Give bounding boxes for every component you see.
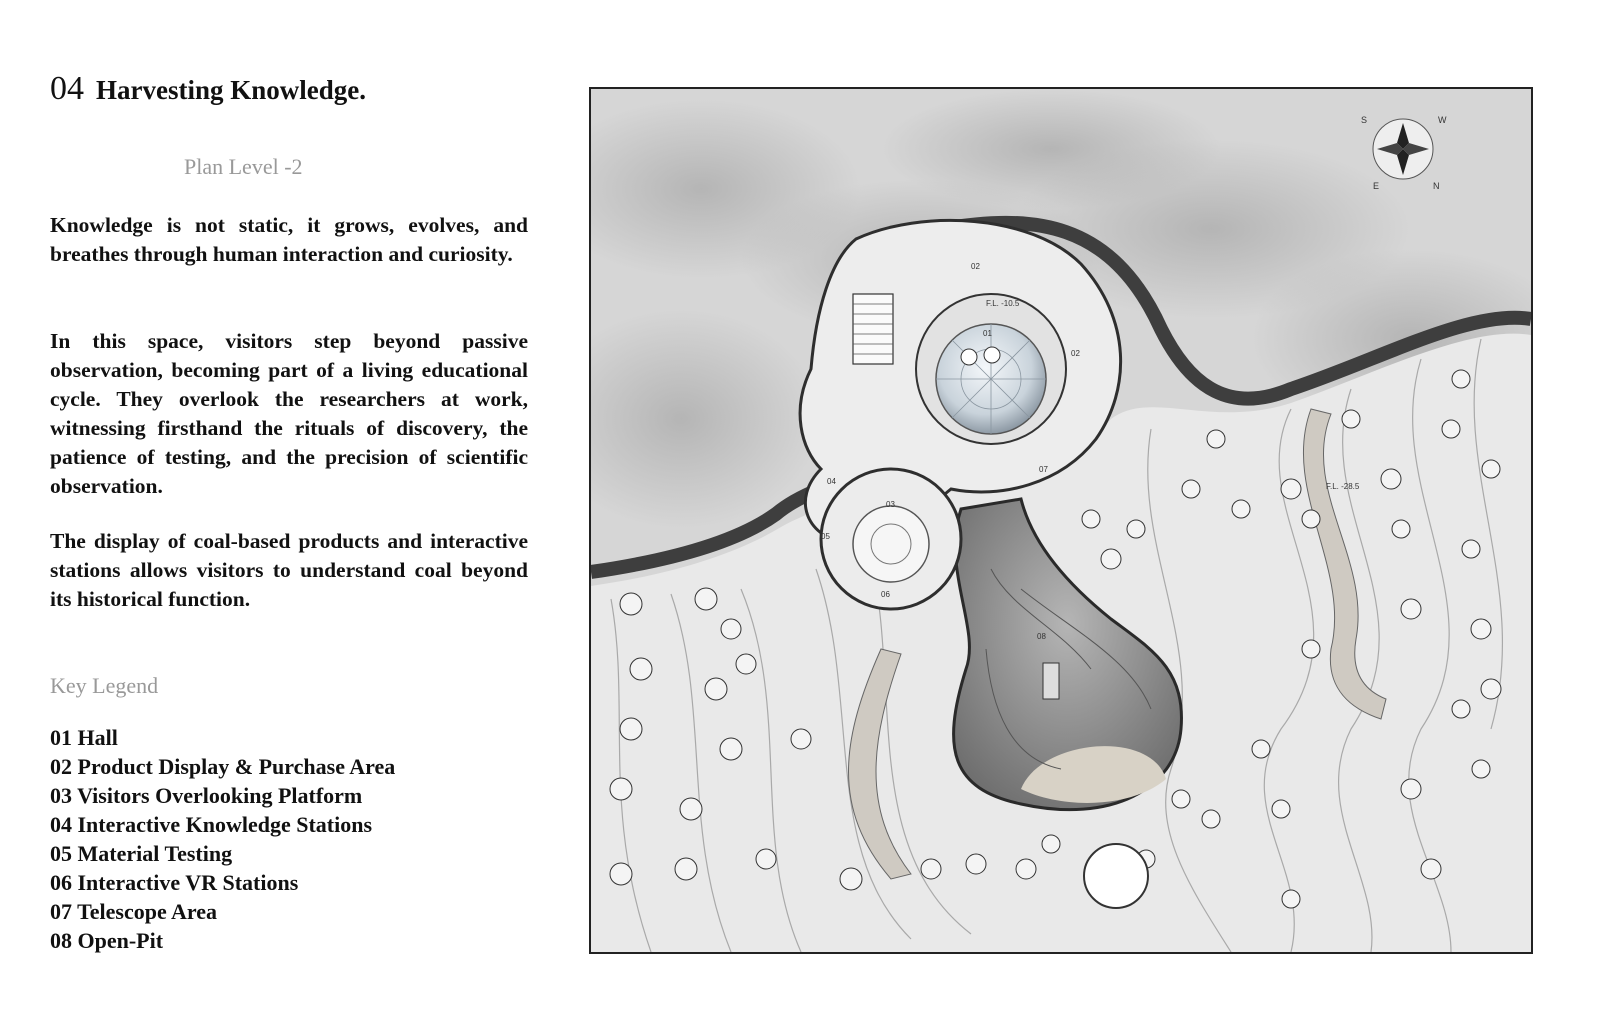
stair-block (853, 294, 893, 364)
tag-03: 03 (886, 500, 895, 509)
platform-inner (853, 506, 929, 582)
key-legend (50, 723, 395, 955)
compass-e: E (1373, 181, 1380, 191)
page-heading (50, 70, 366, 108)
legend-item: 01 Hall (50, 725, 118, 750)
display-paragraph: The display of coal-based products and interactive stations allows visitors to understand coal beyond its historical function. (50, 529, 528, 611)
tag-08: 08 (1037, 632, 1046, 641)
dome-grid (936, 324, 1046, 434)
level-mark-upper: F.L. -10.5 (986, 299, 1020, 308)
telescope-right (984, 347, 1000, 363)
site-plan-drawing (591, 89, 1531, 952)
legend-item: 06 Interactive VR Stations (50, 870, 299, 895)
site-plan (589, 87, 1533, 954)
intro-paragraph: Knowledge is not static, it grows, evolves, and breathes through human interaction and curiosity. (50, 213, 528, 266)
legend-item: 05 Material Testing (50, 841, 233, 866)
tag-07: 07 (1039, 465, 1048, 474)
telescope-left (961, 349, 977, 365)
plan-level-label: Plan Level -2 (184, 154, 303, 179)
tag-06: 06 (881, 590, 890, 599)
entry-pavilion (1084, 844, 1148, 908)
legend-item: 08 Open-Pit (50, 928, 164, 953)
compass-s: S (1361, 115, 1368, 125)
section-number: 04 (50, 70, 84, 107)
tag-01: 01 (983, 329, 992, 338)
visitor-paragraph: In this space, visitors step beyond passive observation, becoming part of a living educational cycle. They overlook the researchers at work, witnessing firsthand the rituals of discovery, the patience of testing, and the precision of scientific observation. (50, 329, 528, 498)
compass-n: N (1433, 181, 1440, 191)
compass-w: W (1438, 115, 1447, 125)
legend-item: 04 Interactive Knowledge Stations (50, 812, 373, 837)
tag-02: 02 (971, 262, 980, 271)
pit-equipment (1043, 663, 1059, 699)
tag-04: 04 (827, 477, 836, 486)
legend-item: 03 Visitors Overlooking Platform (50, 783, 363, 808)
tag-05: 05 (821, 532, 830, 541)
section-title: Harvesting Knowledge. (96, 75, 366, 105)
legend-item: 07 Telescope Area (50, 899, 218, 924)
tag-02: 02 (1071, 349, 1080, 358)
legend-item: 02 Product Display & Purchase Area (50, 754, 396, 779)
level-mark-side: F.L. -28.5 (1326, 482, 1360, 491)
legend-title: Key Legend (50, 673, 159, 698)
